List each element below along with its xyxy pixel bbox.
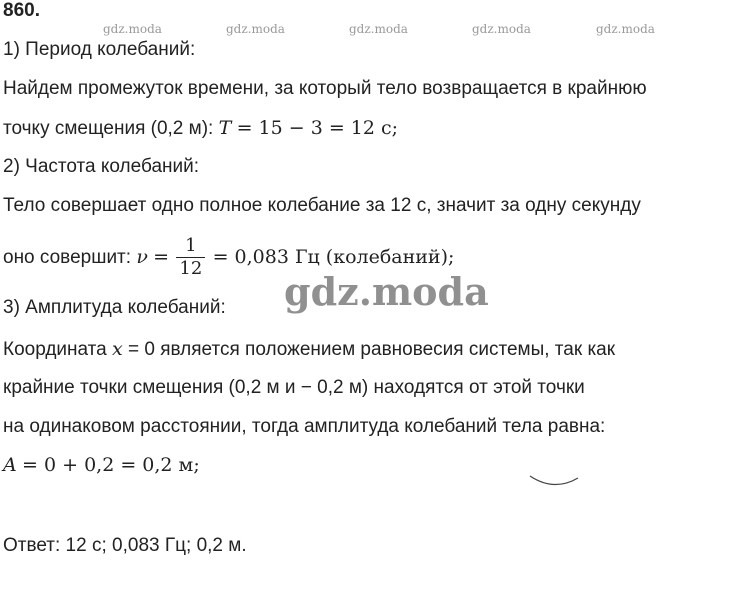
amplitude-variable: A bbox=[3, 454, 17, 476]
frequency-variable: ν bbox=[136, 246, 148, 268]
watermark-big: gdz.moda bbox=[284, 269, 489, 314]
watermark-small-2: gdz.moda bbox=[226, 22, 285, 36]
watermark-small-4: gdz.moda bbox=[472, 22, 531, 36]
section1-line2-text: точку смещения (0,2 м): bbox=[3, 118, 214, 139]
frequency-equals: = bbox=[153, 246, 170, 268]
frequency-fraction bbox=[176, 235, 205, 280]
problem-number bbox=[3, 0, 40, 22]
problem-number-dot: . bbox=[34, 0, 40, 21]
section3-heading: 3) Амплитуда колебаний: bbox=[3, 297, 226, 318]
section2-line1: Тело совершает одно полное колебание за 12 с, значит за одну секунду bbox=[3, 195, 641, 216]
section2-heading: 2) Частота колебаний: bbox=[3, 156, 200, 177]
fraction-numerator: 1 bbox=[176, 235, 205, 258]
section1-line2 bbox=[3, 116, 398, 141]
section3-line1 bbox=[3, 337, 615, 362]
watermark-small-5: gdz.moda bbox=[596, 22, 655, 36]
period-expression: = 15 − 3 = 12 с; bbox=[236, 117, 399, 139]
section2-line2-text: оно совершит: bbox=[3, 247, 132, 268]
answer-line: Ответ: 12 с; 0,083 Гц; 0,2 м. bbox=[3, 535, 247, 556]
section3-line4 bbox=[3, 453, 200, 478]
fraction-denominator: 12 bbox=[179, 258, 203, 280]
section3-line1-end: = 0 является положением равновесия системы, так как bbox=[128, 339, 616, 360]
problem-number-value: 860 bbox=[3, 0, 35, 21]
period-variable: T bbox=[218, 117, 232, 139]
frequency-result: = 0,083 Гц (колебаний); bbox=[212, 246, 455, 268]
section3-line2: крайние точки смещения (0,2 м и − 0,2 м) находятся от этой точки bbox=[3, 377, 585, 398]
pen-stroke-mark bbox=[528, 470, 580, 490]
watermark-small-1: gdz.moda bbox=[103, 22, 162, 36]
section1-line1: Найдем промежуток времени, за который тело возвращается в крайнюю bbox=[3, 78, 647, 99]
amplitude-expression: = 0 + 0,2 = 0,2 м; bbox=[22, 454, 200, 476]
coordinate-variable: x bbox=[112, 338, 123, 360]
watermark-small-3: gdz.moda bbox=[349, 22, 408, 36]
section3-line3: на одинаковом расстоянии, тогда амплитуда колебаний тела равна: bbox=[3, 416, 606, 437]
section1-heading: 1) Период колебаний: bbox=[3, 39, 196, 60]
section3-line1-start: Координата bbox=[3, 339, 107, 360]
